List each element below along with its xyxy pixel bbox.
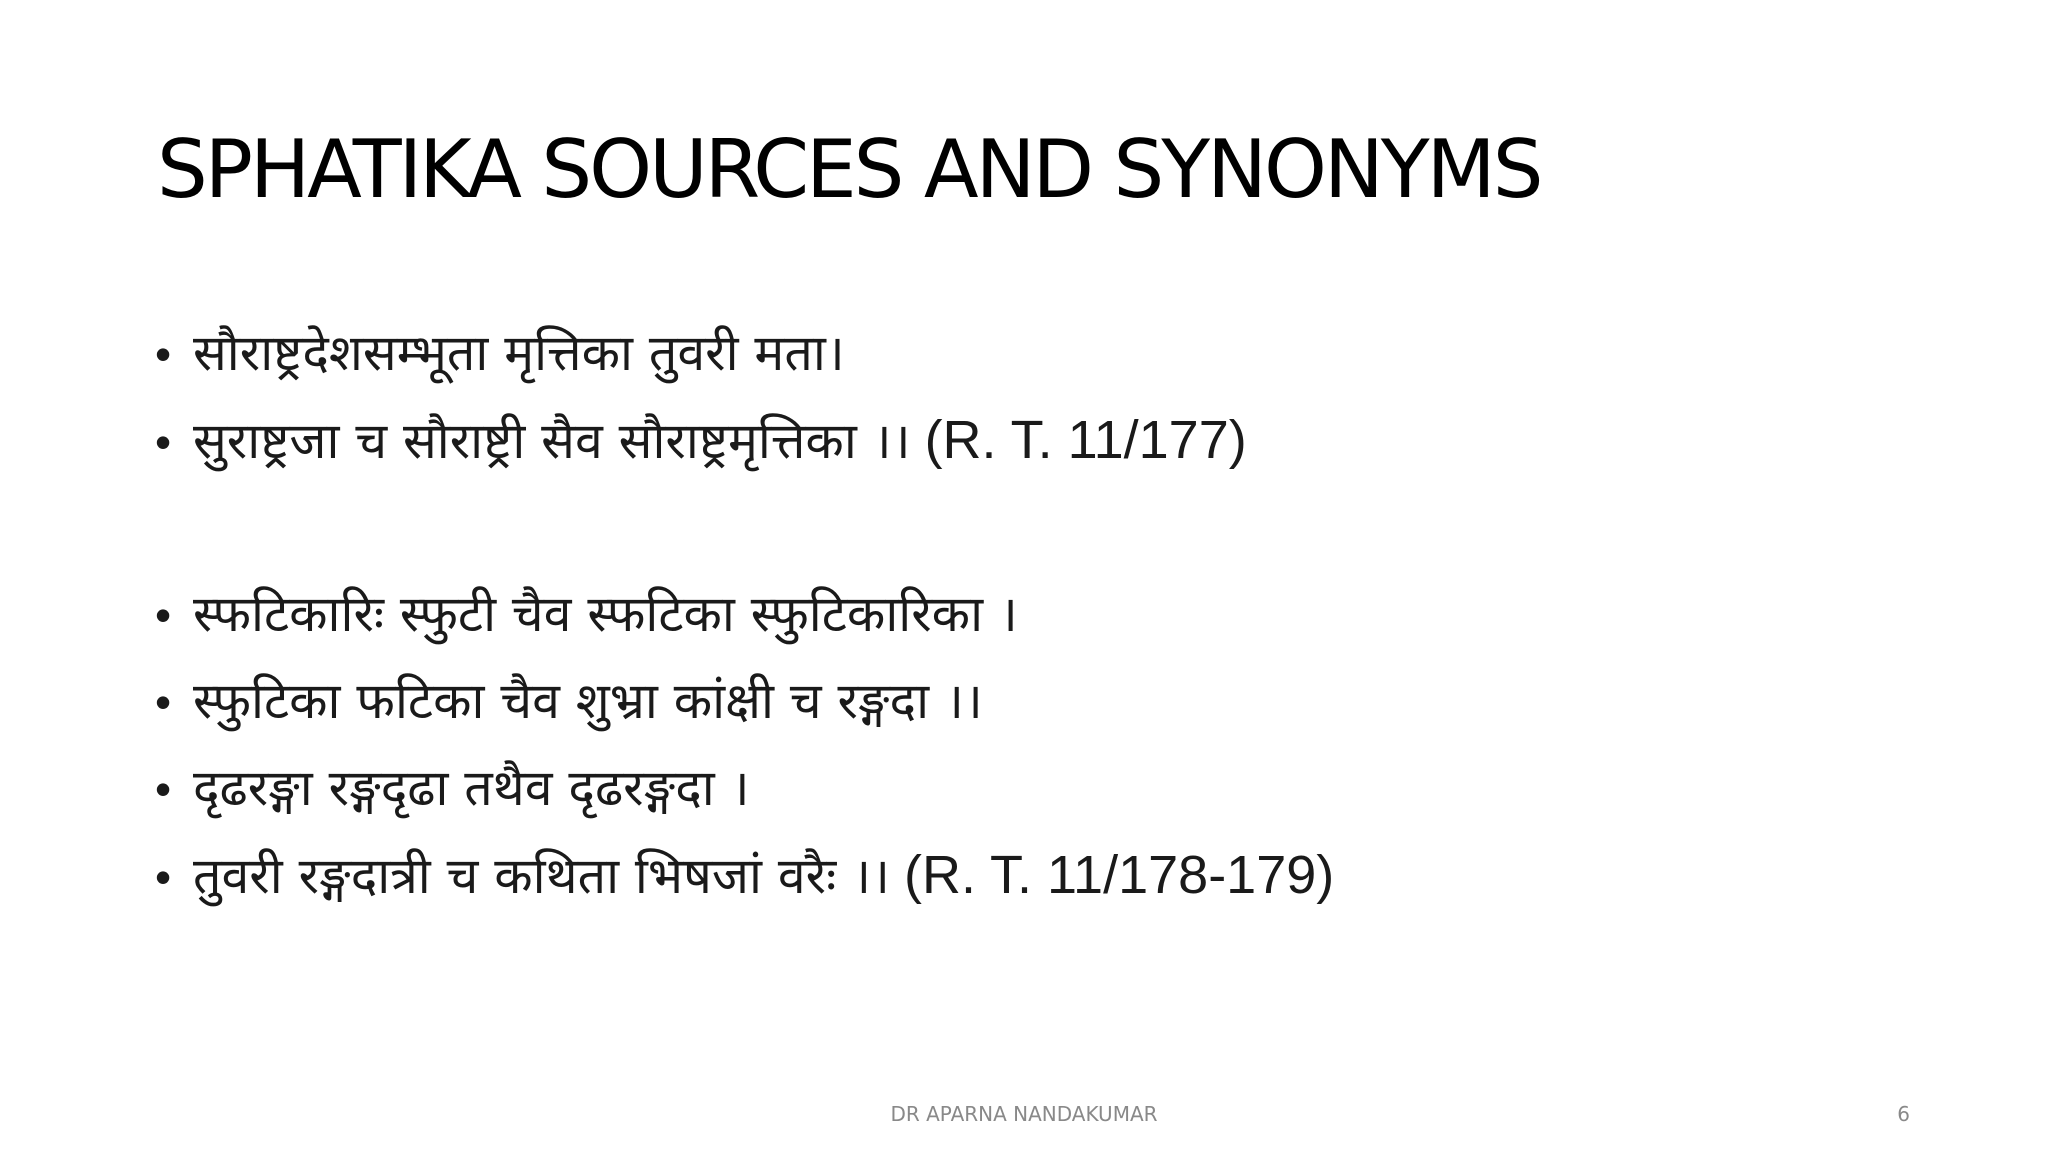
bullet-point-icon: •: [155, 763, 172, 815]
bullet-item-6: [155, 832, 1955, 919]
bullet-item-3: [155, 571, 1955, 658]
sanskrit-verse-line: दृढरङ्गा रङ्गदृढा तथैव दृढरङ्गदा ।: [193, 759, 750, 817]
bullet-item-5: [155, 745, 1955, 832]
slide-content: [155, 310, 1955, 919]
sanskrit-verse-line: स्फुटिका फटिका चैव शुभ्रा कांक्षी च रङ्गदा ।।: [193, 672, 983, 730]
bullet-item-1: [155, 310, 1955, 397]
bullet-point-icon: •: [155, 416, 172, 468]
sanskrit-verse-line: स्फटिकारिः स्फुटी चैव स्फटिका स्फुटिकारिका ।: [193, 585, 1018, 643]
sanskrit-verse-line: सुराष्ट्रजा च सौराष्ट्री सैव सौराष्ट्रमृत्तिका ।।: [193, 412, 911, 470]
verse-reference: (R. T. 11/177): [924, 410, 1247, 470]
page-number: 6: [1897, 1102, 1910, 1126]
bullet-point-icon: •: [155, 676, 172, 728]
footer-author: DR APARNA NANDAKUMAR: [890, 1102, 1158, 1126]
sanskrit-verse-line: सौराष्ट्रदेशसम्भूता मृत्तिका तुवरी मता।: [193, 324, 845, 382]
sanskrit-verse-line: तुवरी रङ्गदात्री च कथिता भिषजां वरैः ।।: [193, 847, 891, 905]
verse-reference: (R. T. 11/178-179): [904, 845, 1335, 905]
bullet-point-icon: •: [155, 851, 172, 903]
bullet-point-icon: •: [155, 328, 172, 380]
slide-title: SPHATIKA SOURCES AND SYNONYMS: [157, 123, 1541, 216]
bullet-item-2: [155, 397, 1955, 484]
bullet-item-4: [155, 658, 1955, 745]
bullet-point-icon: •: [155, 589, 172, 641]
